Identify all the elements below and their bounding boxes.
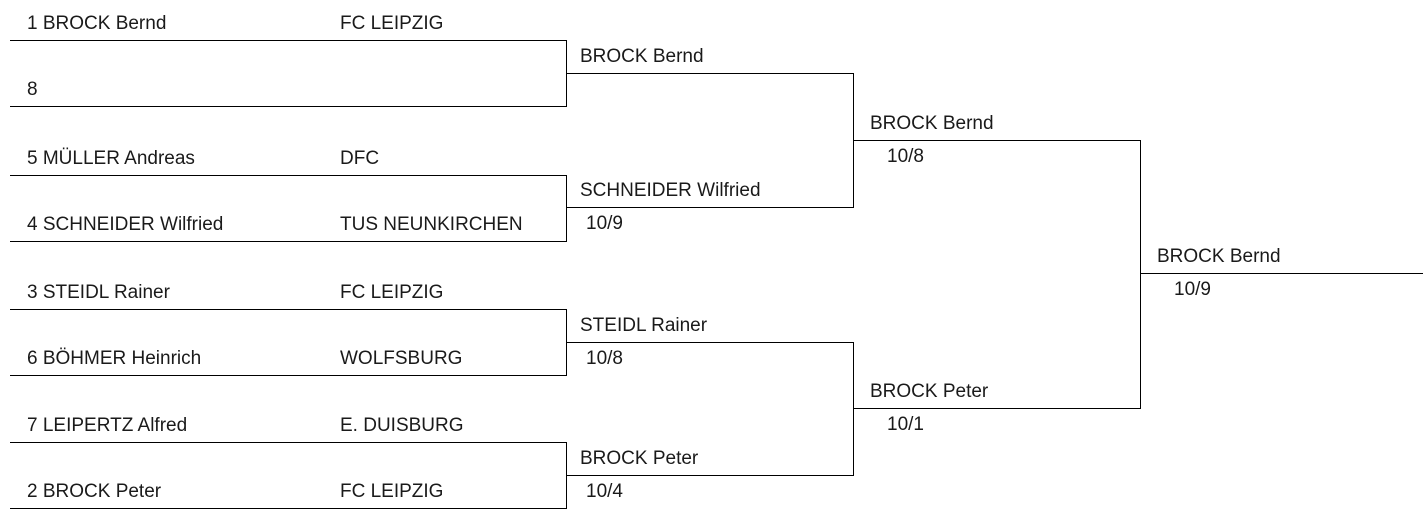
round2-line bbox=[566, 342, 853, 343]
round2-score: 10/9 bbox=[586, 213, 623, 234]
round1-player-name: 8 bbox=[27, 79, 38, 100]
round2-player-name: STEIDL Rainer bbox=[580, 315, 708, 336]
round1-player-club: FC LEIPZIG bbox=[340, 282, 444, 303]
round2-score: 10/8 bbox=[586, 348, 623, 369]
round1-player-club: FC LEIPZIG bbox=[340, 481, 444, 502]
round1-line bbox=[10, 241, 566, 242]
round1-player-club: FC LEIPZIG bbox=[340, 13, 444, 34]
round1-player-club: E. DUISBURG bbox=[340, 415, 464, 436]
round2-player-name: BROCK Bernd bbox=[580, 46, 704, 67]
round1-player-name: 1 BROCK Bernd bbox=[27, 13, 167, 34]
round3-score: 10/1 bbox=[887, 414, 924, 435]
round1-player-name: 2 BROCK Peter bbox=[27, 481, 162, 502]
round3-score: 10/8 bbox=[887, 146, 924, 167]
round3-line bbox=[853, 408, 1140, 409]
round2-player-name: SCHNEIDER Wilfried bbox=[580, 180, 761, 201]
round1-player-club: DFC bbox=[340, 148, 380, 169]
final-score: 10/9 bbox=[1174, 279, 1211, 300]
round1-player-name: 6 BÖHMER Heinrich bbox=[27, 348, 202, 369]
round1-connector bbox=[566, 175, 567, 242]
round1-line bbox=[10, 175, 566, 176]
round2-connector bbox=[853, 342, 854, 476]
round1-player-club: TUS NEUNKIRCHEN bbox=[340, 214, 523, 235]
round3-connector bbox=[1140, 140, 1141, 409]
round1-player-name: 3 STEIDL Rainer bbox=[27, 282, 170, 303]
round2-line bbox=[566, 73, 853, 74]
round1-player-name: 7 LEIPERTZ Alfred bbox=[27, 415, 188, 436]
round1-player-name: 4 SCHNEIDER Wilfried bbox=[27, 214, 224, 235]
round3-player-name: BROCK Bernd bbox=[870, 113, 994, 134]
final-line bbox=[1140, 273, 1423, 274]
round2-line bbox=[566, 207, 853, 208]
round1-player-club: WOLFSBURG bbox=[340, 348, 463, 369]
round1-line bbox=[10, 375, 566, 376]
round3-player-name: BROCK Peter bbox=[870, 381, 989, 402]
final-winner-name: BROCK Bernd bbox=[1157, 246, 1281, 267]
round1-player-name: 5 MÜLLER Andreas bbox=[27, 148, 195, 169]
round2-score: 10/4 bbox=[586, 481, 623, 502]
round1-line bbox=[10, 40, 566, 41]
round1-line bbox=[10, 106, 566, 107]
round1-line bbox=[10, 442, 566, 443]
round1-line bbox=[10, 309, 566, 310]
round2-player-name: BROCK Peter bbox=[580, 448, 699, 469]
round3-line bbox=[853, 140, 1140, 141]
round2-line bbox=[566, 475, 853, 476]
